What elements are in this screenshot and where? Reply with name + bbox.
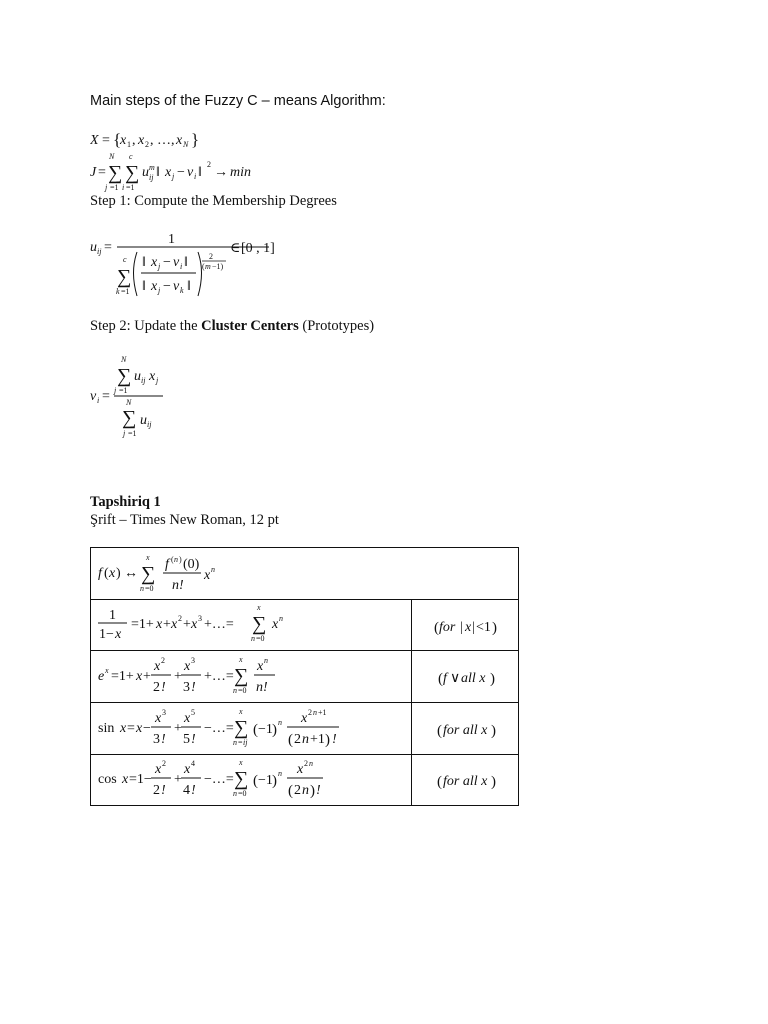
- sine-series-formula: [91, 704, 351, 754]
- task-title: Tapshiriq 1: [90, 494, 161, 510]
- svg-text:x: x: [156, 617, 163, 632]
- svg-text:): ): [491, 722, 496, 739]
- svg-text:+…=: +…=: [204, 668, 234, 684]
- svg-text:‖: ‖: [184, 255, 188, 270]
- svg-text:j: j: [105, 183, 108, 192]
- svg-text:3: 3: [198, 614, 202, 623]
- svg-text:e: e: [98, 668, 105, 684]
- svg-text:for all x: for all x: [443, 774, 488, 789]
- svg-text:n: n: [140, 583, 144, 593]
- svg-text:x: x: [204, 567, 211, 583]
- svg-text:x: x: [176, 133, 183, 148]
- table-condition-cell: [412, 600, 519, 651]
- svg-text:x: x: [184, 658, 191, 674]
- step-1-label: Step 1: Compute the Membership Degrees: [90, 193, 337, 209]
- svg-text:cos: cos: [98, 772, 117, 787]
- svg-text:for all x: for all x: [443, 722, 488, 738]
- svg-text:2: 2: [304, 759, 308, 768]
- svg-text:−…=: −…=: [204, 772, 234, 787]
- svg-text:m: m: [205, 262, 211, 271]
- page-heading: Main steps of the Fuzzy C – means Algorithm:: [90, 93, 386, 109]
- svg-text:n: n: [233, 737, 237, 747]
- svg-text:+1: +1: [310, 731, 325, 747]
- svg-text:n: n: [278, 769, 282, 778]
- svg-text:x: x: [257, 658, 264, 674]
- svg-text:[0 , 1]: [0 , 1]: [241, 241, 275, 256]
- svg-text:N: N: [183, 140, 189, 149]
- svg-text:x: x: [136, 668, 143, 684]
- svg-text:(: (: [288, 731, 293, 748]
- svg-text:(: (: [104, 565, 109, 581]
- svg-text:(: (: [171, 554, 174, 564]
- svg-text:j: j: [158, 262, 161, 271]
- svg-text:∑: ∑: [234, 664, 249, 687]
- svg-text:x: x: [272, 617, 279, 632]
- svg-text:=1: =1: [128, 429, 137, 438]
- svg-text:∑: ∑: [234, 716, 249, 739]
- svg-text:=1: =1: [126, 183, 135, 192]
- membership-equation: [90, 228, 290, 305]
- svg-text:ij: ij: [97, 247, 102, 256]
- svg-text:=0: =0: [238, 789, 247, 798]
- svg-text:n: n: [233, 789, 237, 798]
- svg-text:(: (: [253, 773, 258, 789]
- exponential-series-formula: [91, 652, 291, 702]
- svg-text:=: =: [127, 720, 135, 736]
- svg-text:N: N: [126, 398, 132, 407]
- svg-text:=: =: [102, 389, 110, 404]
- svg-text:, …,: , …,: [150, 133, 175, 148]
- table-condition-cell: [412, 703, 519, 755]
- svg-text:x: x: [165, 165, 172, 180]
- condition-formula: [412, 601, 518, 649]
- svg-text:): ): [116, 565, 121, 581]
- svg-text:v: v: [173, 255, 180, 270]
- table-row: [91, 651, 519, 703]
- svg-text:|: |: [460, 620, 463, 635]
- svg-text:5: 5: [191, 707, 195, 717]
- condition-formula: [412, 756, 518, 804]
- step-2-bold: Cluster Centers: [201, 318, 299, 334]
- svg-text:{: {: [113, 130, 122, 149]
- svg-text:(: (: [434, 620, 439, 636]
- svg-text:∑: ∑: [125, 162, 140, 184]
- svg-text:=1+: =1+: [131, 617, 154, 632]
- svg-text:X: X: [90, 133, 99, 148]
- svg-text:4: 4: [183, 783, 190, 798]
- svg-text:all x: all x: [461, 670, 486, 686]
- svg-text:+: +: [163, 617, 171, 632]
- font-note: Şrift – Times New Roman, 12 pt: [90, 512, 279, 528]
- svg-text:→: →: [214, 165, 228, 180]
- svg-text:∑: ∑: [122, 407, 137, 429]
- svg-text:x: x: [115, 627, 122, 642]
- table-header-row: [91, 548, 519, 600]
- svg-text:n: n: [251, 634, 255, 643]
- svg-text:i: i: [194, 172, 197, 181]
- svg-text:i: i: [97, 396, 100, 405]
- svg-text:j: j: [123, 429, 126, 438]
- svg-text:v: v: [90, 389, 97, 404]
- svg-text:c: c: [129, 152, 133, 161]
- svg-text:1−: 1−: [99, 627, 114, 642]
- svg-text:u: u: [134, 369, 141, 384]
- svg-text:x: x: [146, 552, 150, 562]
- geometric-series-formula: [91, 601, 291, 649]
- svg-text:!: !: [191, 679, 196, 695]
- svg-text:3: 3: [162, 707, 166, 717]
- svg-text:x: x: [297, 762, 304, 777]
- table-header-cell: [91, 548, 519, 600]
- svg-text:): ): [179, 554, 182, 564]
- svg-text:+…=: +…=: [204, 617, 234, 632]
- table-row: [91, 703, 519, 755]
- svg-text:x: x: [184, 762, 191, 777]
- condition-formula: [412, 652, 518, 702]
- svg-text:x: x: [155, 710, 162, 726]
- svg-text:j: j: [158, 286, 161, 295]
- svg-text:v: v: [187, 165, 194, 180]
- svg-text:<1: <1: [476, 620, 491, 635]
- objective-equation: [90, 149, 280, 198]
- svg-text:∈: ∈: [230, 241, 241, 256]
- svg-text:2: 2: [153, 679, 160, 695]
- svg-text:x: x: [120, 133, 127, 148]
- svg-text:‖: ‖: [187, 279, 191, 294]
- svg-text:i: i: [122, 183, 125, 192]
- svg-text:=1−: =1−: [129, 772, 152, 787]
- svg-text:ij: ij: [141, 376, 146, 385]
- svg-text:2: 2: [209, 252, 213, 261]
- svg-text:=: =: [238, 737, 243, 747]
- svg-text:m: m: [149, 163, 155, 172]
- svg-text:k: k: [116, 287, 120, 296]
- svg-text:u: u: [142, 165, 149, 180]
- svg-text:2: 2: [207, 160, 211, 169]
- svg-text:−1: −1: [258, 773, 273, 788]
- svg-text:): ): [272, 773, 277, 789]
- svg-text:n: n: [211, 564, 215, 574]
- svg-text:‖: ‖: [198, 165, 202, 180]
- svg-text:∨: ∨: [450, 670, 461, 686]
- series-table: [90, 547, 519, 806]
- svg-text:=0: =0: [145, 583, 154, 593]
- objective-formula: [90, 149, 280, 193]
- svg-text:x: x: [171, 617, 178, 632]
- centers-formula: [90, 352, 180, 444]
- svg-text:): ): [272, 721, 277, 738]
- svg-text:): ): [492, 620, 497, 636]
- svg-text:2: 2: [153, 783, 160, 798]
- svg-text:(: (: [253, 721, 258, 738]
- svg-text:−: −: [163, 279, 171, 294]
- svg-text:4: 4: [191, 759, 195, 768]
- step-2-suffix: (Prototypes): [298, 318, 375, 334]
- svg-text:↔: ↔: [124, 565, 138, 581]
- svg-text:x: x: [151, 279, 158, 294]
- table-condition-cell: [412, 651, 519, 703]
- svg-text:x: x: [239, 654, 243, 664]
- svg-text:N: N: [121, 355, 127, 364]
- svg-text:5: 5: [183, 731, 190, 747]
- svg-text:u: u: [140, 413, 147, 428]
- svg-text:‖: ‖: [156, 165, 160, 180]
- table-condition-cell: [412, 755, 519, 806]
- svg-text:=1+: =1+: [111, 668, 134, 684]
- svg-text:∑: ∑: [117, 266, 132, 288]
- svg-text:−…=: −…=: [204, 720, 234, 736]
- svg-text:=: =: [104, 240, 112, 255]
- step-2-label: [90, 318, 374, 335]
- svg-text:2: 2: [162, 759, 166, 768]
- svg-text:∑: ∑: [234, 768, 249, 790]
- svg-text:n: n: [278, 717, 282, 727]
- svg-text:!: !: [191, 731, 196, 747]
- svg-text:n: n: [302, 783, 309, 798]
- svg-text:1: 1: [127, 140, 131, 149]
- svg-text:n: n: [174, 554, 178, 564]
- cosine-series-formula: [91, 756, 351, 804]
- svg-text:2: 2: [308, 707, 312, 717]
- svg-text:min: min: [230, 165, 251, 180]
- svg-text:v: v: [173, 279, 180, 294]
- svg-text:k: k: [180, 286, 184, 295]
- svg-text:ij: ij: [147, 420, 152, 429]
- svg-text:): ): [325, 731, 330, 748]
- svg-text:3: 3: [153, 731, 160, 747]
- svg-text:j: j: [114, 386, 117, 395]
- svg-text:c: c: [123, 255, 127, 264]
- svg-text:n: n: [264, 655, 268, 665]
- svg-text:n: n: [313, 707, 317, 717]
- svg-text:−: −: [177, 165, 185, 180]
- svg-text:2: 2: [178, 614, 182, 623]
- svg-text:n: n: [279, 614, 283, 623]
- svg-text:=1: =1: [121, 287, 130, 296]
- svg-text:!: !: [161, 783, 166, 798]
- svg-text:∑: ∑: [117, 365, 132, 387]
- svg-text:(: (: [202, 262, 205, 271]
- svg-text:=: =: [102, 133, 110, 148]
- svg-text:2: 2: [294, 783, 301, 798]
- svg-text:∑: ∑: [108, 162, 123, 184]
- svg-text:2: 2: [161, 655, 165, 665]
- svg-text:u: u: [90, 240, 97, 255]
- svg-text:−: −: [163, 255, 171, 270]
- svg-text:x: x: [239, 758, 243, 767]
- taylor-series-formula: [91, 549, 231, 599]
- svg-text:!: !: [191, 783, 196, 798]
- svg-text:}: }: [191, 130, 200, 149]
- svg-text:x: x: [105, 665, 109, 675]
- svg-text:+: +: [143, 668, 151, 684]
- svg-text:−: −: [143, 720, 151, 736]
- svg-text:n: n: [309, 759, 313, 768]
- svg-text:sin: sin: [98, 720, 115, 736]
- table-formula-cell: [91, 703, 412, 755]
- svg-text:2: 2: [145, 140, 149, 149]
- svg-text:x: x: [239, 706, 243, 716]
- svg-text:n: n: [256, 679, 263, 695]
- table-row: [91, 755, 519, 806]
- svg-text:x: x: [120, 720, 127, 736]
- centers-equation: [90, 352, 180, 449]
- svg-text:): ): [310, 783, 315, 799]
- svg-text:(: (: [288, 783, 293, 799]
- svg-text:x: x: [184, 710, 191, 726]
- table-formula-cell: [91, 651, 412, 703]
- svg-text:∑: ∑: [252, 613, 267, 635]
- svg-text:(0): (0): [183, 556, 200, 572]
- svg-text:x: x: [301, 710, 308, 726]
- svg-text:+: +: [183, 617, 191, 632]
- table-formula-cell: [91, 755, 412, 806]
- svg-text:j: j: [172, 172, 175, 181]
- svg-text:1: 1: [109, 608, 116, 623]
- table-row: [91, 600, 519, 651]
- svg-text:,: ,: [132, 133, 136, 148]
- svg-text:=0: =0: [256, 634, 265, 643]
- svg-text:!: !: [161, 731, 166, 747]
- svg-text:+: +: [174, 720, 182, 736]
- svg-text:x: x: [122, 772, 129, 787]
- svg-text:=1: =1: [110, 183, 119, 192]
- svg-text:(: (: [438, 670, 443, 687]
- svg-text:ij: ij: [149, 173, 154, 182]
- svg-text:=1: =1: [119, 386, 128, 395]
- svg-text:x: x: [138, 133, 145, 148]
- svg-text:N: N: [109, 152, 115, 161]
- svg-text:2: 2: [294, 731, 301, 747]
- svg-text:f: f: [165, 556, 169, 572]
- svg-text:+: +: [174, 772, 182, 787]
- svg-text:1: 1: [168, 232, 175, 247]
- step-2-prefix: Step 2: Update the: [90, 318, 202, 334]
- condition-formula: [412, 704, 518, 754]
- svg-text:=0: =0: [238, 685, 247, 695]
- svg-text:x: x: [149, 369, 156, 384]
- svg-text:!: !: [332, 731, 337, 747]
- svg-text:‖: ‖: [142, 279, 146, 294]
- svg-text:(: (: [437, 722, 442, 739]
- svg-text:f: f: [98, 565, 102, 581]
- svg-text:!: !: [316, 783, 321, 798]
- svg-text:x: x: [257, 603, 261, 612]
- svg-text:x: x: [151, 255, 158, 270]
- svg-text:J: J: [90, 165, 97, 180]
- membership-formula: [90, 228, 290, 300]
- svg-text:n: n: [233, 685, 237, 695]
- svg-text:x: x: [155, 762, 162, 777]
- svg-text:ij: ij: [243, 737, 248, 747]
- svg-text:x: x: [465, 620, 472, 635]
- svg-text:n: n: [302, 731, 309, 747]
- svg-text:|: |: [472, 620, 475, 635]
- svg-text:for: for: [439, 620, 456, 635]
- svg-text:=: =: [98, 165, 106, 180]
- svg-text:+1: +1: [318, 707, 327, 717]
- svg-text:x: x: [191, 617, 198, 632]
- svg-text:!: !: [161, 679, 166, 695]
- svg-text:−1: −1: [258, 721, 273, 737]
- svg-text:i: i: [180, 262, 183, 271]
- svg-text:j: j: [156, 376, 159, 385]
- svg-text:(: (: [437, 774, 442, 790]
- svg-text:x: x: [136, 720, 143, 736]
- svg-text:x: x: [154, 658, 161, 674]
- table-formula-cell: [91, 600, 412, 651]
- svg-text:): ): [490, 670, 495, 687]
- svg-text:3: 3: [183, 679, 190, 695]
- svg-text:f: f: [443, 670, 447, 686]
- svg-text:3: 3: [191, 655, 195, 665]
- svg-text:+: +: [174, 668, 182, 684]
- svg-text:): ): [491, 774, 496, 790]
- svg-text:!: !: [179, 577, 184, 593]
- svg-text:n: n: [172, 577, 179, 593]
- svg-text:‖: ‖: [142, 255, 146, 270]
- svg-text:!: !: [263, 679, 268, 695]
- svg-text:∑: ∑: [141, 562, 156, 585]
- svg-text:x: x: [109, 565, 116, 581]
- svg-text:−1): −1): [212, 262, 224, 271]
